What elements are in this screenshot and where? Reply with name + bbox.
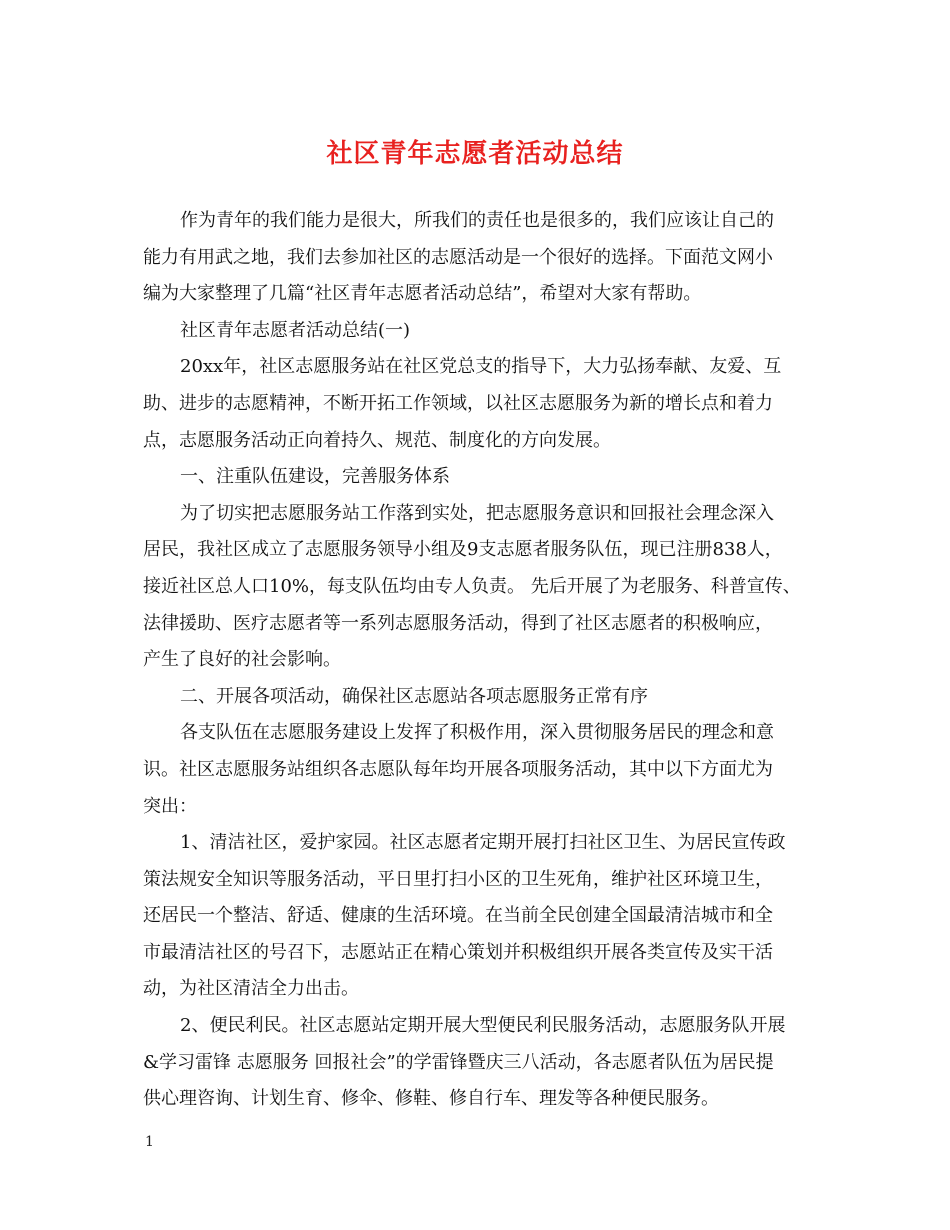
text-line: 突出： — [143, 795, 197, 817]
text-line: 各支队伍在志愿服务建设上发挥了积极作用，深入贯彻服务居民的理念和意 — [180, 722, 774, 744]
document-title: 社区青年志愿者活动总结 — [326, 139, 624, 169]
text-line: 居民，我社区成立了志愿服务领导小组及9支志愿者服务队伍，现已注册838人， — [143, 539, 783, 561]
text-line: 20xx年，社区志愿服务站在社区党总支的指导下，大力弘扬奉献、友爱、互 — [180, 356, 782, 378]
text-line: 为了切实把志愿服务站工作落到实处，把志愿服务意识和回报社会理念深入 — [180, 502, 774, 524]
text-line: 产生了良好的社会影响。 — [143, 649, 341, 671]
text-line: 点，志愿服务活动正向着持久、规范、制度化的方向发展。 — [143, 429, 611, 451]
text-line: 接近社区总人口10%，每支队伍均由专人负责。 先后开展了为老服务、科普宣传、 — [143, 575, 801, 597]
section-heading: 一、注重队伍建设，完善服务体系 — [180, 466, 450, 488]
text-line: 市最清洁社区的号召下，志愿站正在精心策划并积极组织开展各类宣传及实干活 — [143, 941, 773, 963]
text-line: 1、清洁社区，爱护家园。社区志愿者定期开展打扫社区卫生、为居民宣传政 — [180, 832, 786, 854]
text-line: 策法规安全知识等服务活动，平日里打扫小区的卫生死角，维护社区环境卫生， — [143, 868, 773, 890]
text-line: 还居民一个整洁、舒适、健康的生活环境。在当前全民创建全国最清洁城市和全 — [143, 905, 773, 927]
text-line: 识。社区志愿服务站组织各志愿队每年均开展各项服务活动，其中以下方面尤为 — [143, 758, 773, 780]
text-line: 2、便民利民。社区志愿站定期开展大型便民利民服务活动，志愿服务队开展 — [180, 1015, 786, 1037]
section-heading: 社区青年志愿者活动总结(一) — [180, 319, 411, 341]
page-number: 1 — [145, 1134, 154, 1150]
text-line: 助、进步的志愿精神，不断开拓工作领域，以社区志愿服务为新的增长点和着力 — [143, 392, 773, 414]
text-line: 供心理咨询、计划生育、修伞、修鞋、修自行车、理发等各种便民服务。 — [143, 1088, 719, 1110]
text-line: 法律援助、医疗志愿者等一系列志愿服务活动，得到了社区志愿者的积极响应， — [143, 612, 773, 634]
text-line: 编为大家整理了几篇“社区青年志愿者活动总结”，希望对大家有帮助。 — [143, 283, 702, 305]
text-line: 动，为社区清洁全力出击。 — [143, 978, 359, 1000]
document-body — [143, 203, 811, 1118]
text-line: &学习雷锋 志愿服务 回报社会”的学雷锋暨庆三八活动，各志愿者队伍为居民提 — [143, 1051, 774, 1073]
text-line: 作为青年的我们能力是很大，所我们的责任也是很多的，我们应该让自己的 — [180, 210, 774, 231]
section-heading: 二、开展各项活动，确保社区志愿站各项志愿服务正常有序 — [180, 685, 648, 707]
text-line: 能力有用武之地，我们去参加社区的志愿活动是一个很好的选择。下面范文网小 — [143, 246, 773, 268]
